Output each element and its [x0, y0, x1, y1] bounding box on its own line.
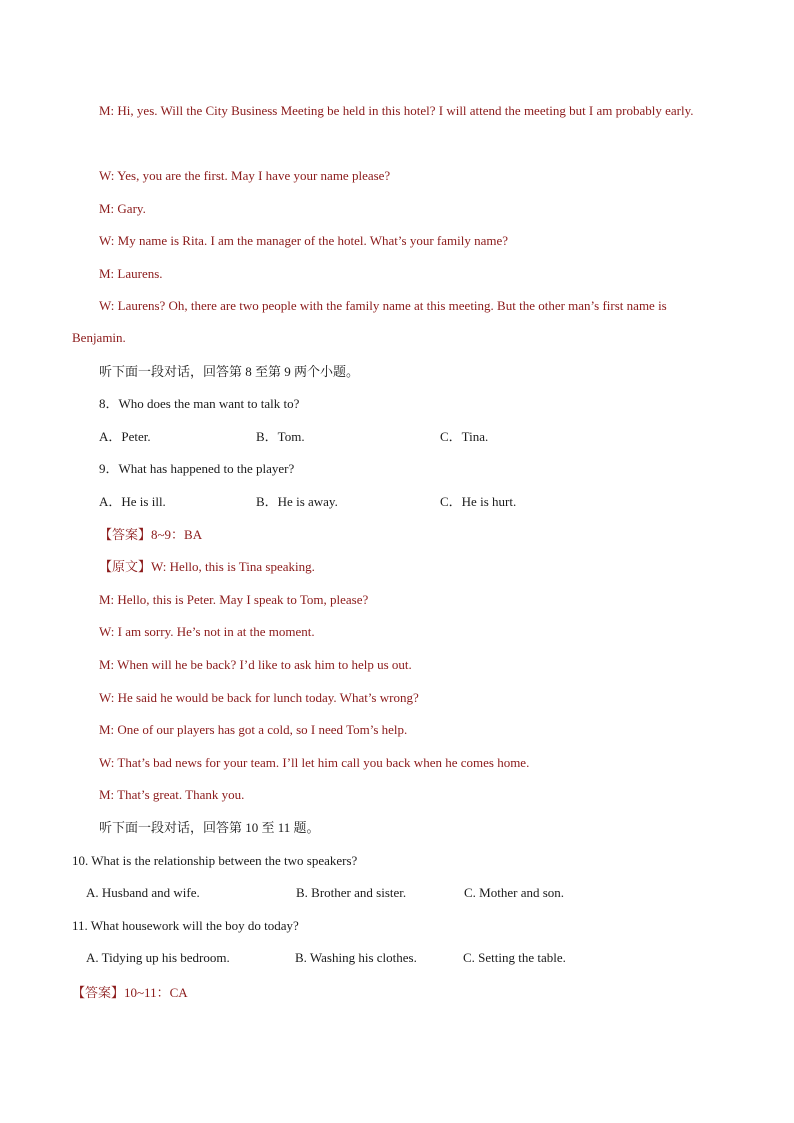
q11-option-b: B. Washing his clothes.: [295, 950, 417, 965]
transcript-line: W: That’s bad news for your team. I’ll let him call you back when he comes home.: [99, 755, 530, 770]
transcript-line: W: My name is Rita. I am the manager of the hotel. What’s your family name?: [99, 233, 509, 248]
transcript-line: M: Hello, this is Peter. May I speak to Tom, please?: [99, 592, 369, 607]
section-instruction: 听下面一段对话，回答第 10 至 11 题。: [99, 820, 320, 835]
answer-value: 10~11：CA: [124, 985, 188, 1000]
transcript-tag: 【原文】: [99, 559, 152, 574]
question-9: 9．What has happened to the player?: [99, 461, 295, 476]
q10-option-c: C. Mother and son.: [464, 885, 565, 900]
transcript-paragraph: W: Laurens? Oh, there are two people with the family name at this meeting. But the other man’s first name is Benjamin.: [72, 298, 667, 345]
transcript-paragraph: M: Hi, yes. Will the City Business Meeting be held in this hotel? I will attend the meeting but I am probably early.: [99, 103, 694, 118]
q8-option-b: B．Tom.: [256, 429, 305, 444]
q9-option-b: B．He is away.: [256, 494, 338, 509]
transcript-header-line: [99, 559, 315, 575]
q9-option-c: C．He is hurt.: [440, 494, 517, 509]
transcript-line: W: I am sorry. He’s not in at the moment.: [99, 624, 315, 639]
section-instruction: 听下面一段对话，回答第 8 至第 9 两个小题。: [99, 364, 360, 379]
transcript-line: M: Laurens.: [99, 266, 163, 281]
q10-option-a: A. Husband and wife.: [86, 885, 200, 900]
answer-value: 8~9：BA: [151, 527, 203, 542]
answer-line: [99, 527, 202, 543]
transcript-line: W: Hello, this is Tina speaking.: [151, 559, 315, 574]
question-10: 10. What is the relationship between the two speakers?: [72, 853, 358, 868]
transcript-line: M: One of our players has got a cold, so I need Tom’s help.: [99, 722, 408, 737]
question-11: 11. What housework will the boy do today?: [72, 918, 299, 933]
answer-tag: 【答案】: [72, 985, 125, 1000]
q11-option-c: C. Setting the table.: [463, 950, 566, 965]
q8-option-c: C．Tina.: [440, 429, 489, 444]
answer-tag: 【答案】: [99, 527, 152, 542]
transcript-line: M: When will he be back? I’d like to ask him to help us out.: [99, 657, 412, 672]
q8-option-a: A．Peter.: [99, 429, 151, 444]
q10-option-b: B. Brother and sister.: [296, 885, 407, 900]
transcript-line: M: Gary.: [99, 201, 146, 216]
transcript-line: W: He said he would be back for lunch today. What’s wrong?: [99, 690, 419, 705]
transcript-line: W: Yes, you are the first. May I have your name please?: [99, 168, 391, 183]
question-8: 8．Who does the man want to talk to?: [99, 396, 300, 411]
q9-option-a: A．He is ill.: [99, 494, 166, 509]
answer-line: [72, 985, 188, 1001]
q11-option-a: A. Tidying up his bedroom.: [86, 950, 230, 965]
transcript-line: M: That’s great. Thank you.: [99, 787, 245, 802]
